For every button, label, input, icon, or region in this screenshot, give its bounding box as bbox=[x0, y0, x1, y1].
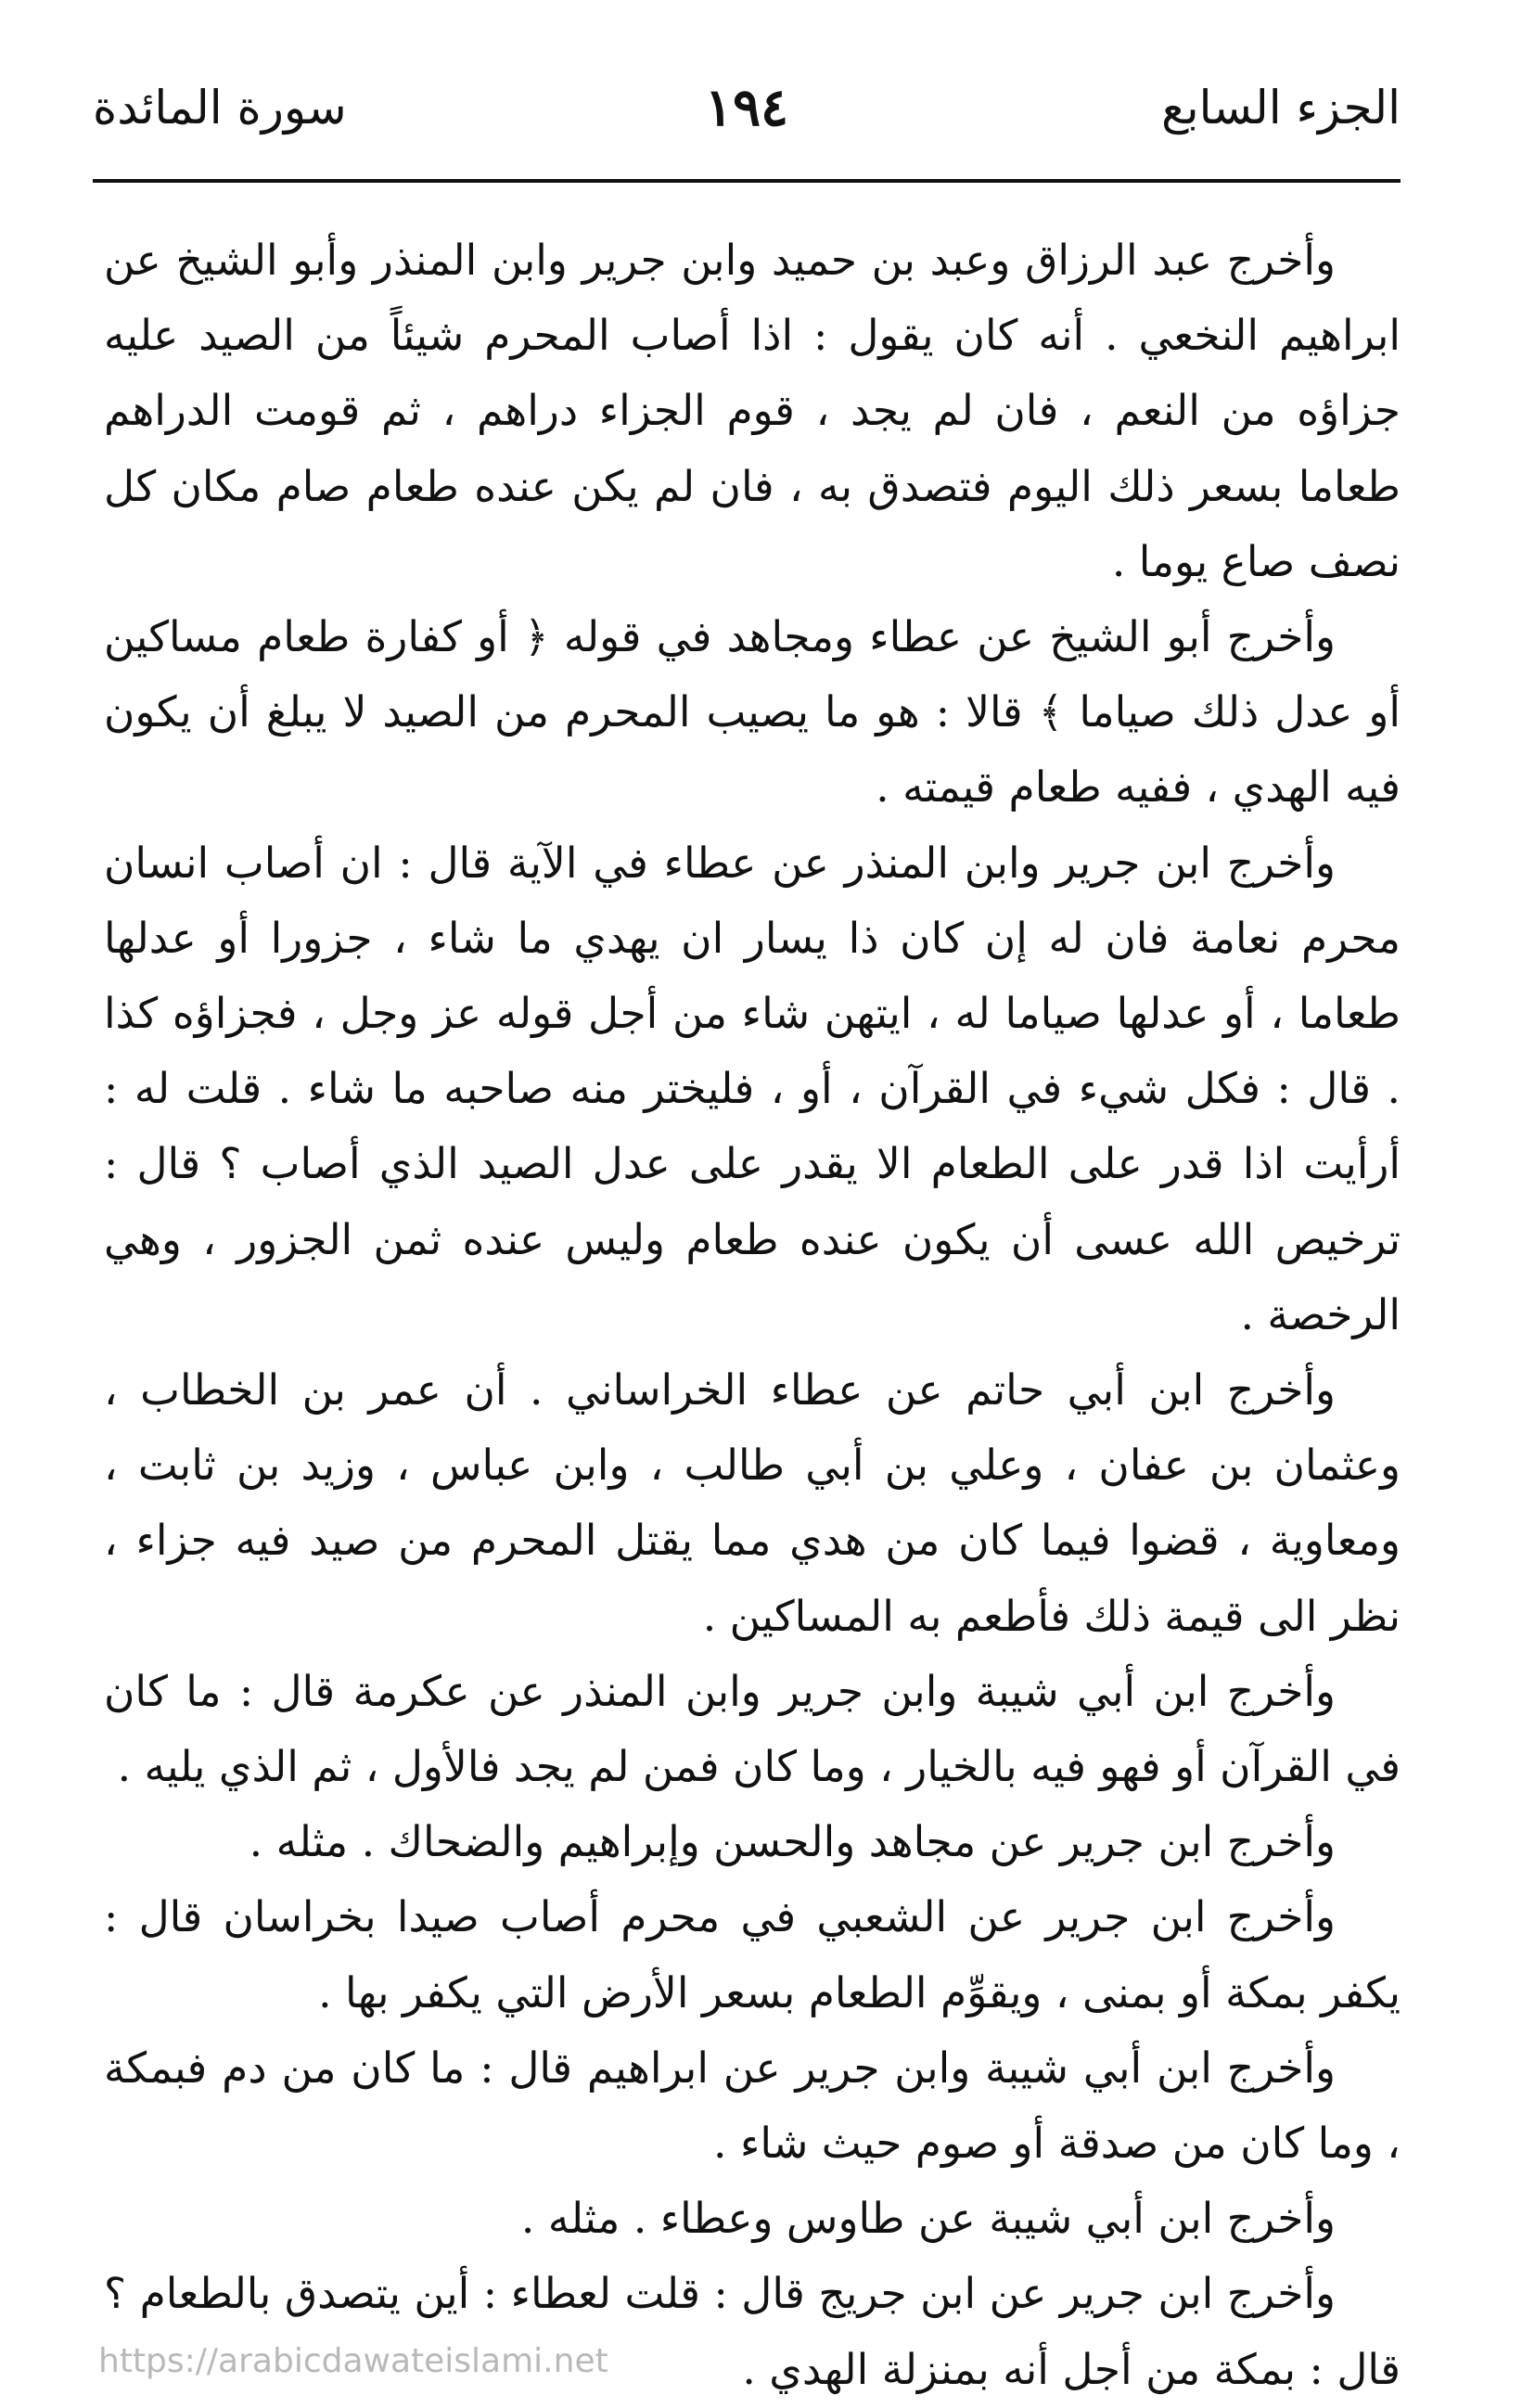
page-header bbox=[93, 70, 1401, 153]
paragraph: وأخرج ابن أبي شيبة وابن جرير وابن المنذر عن عكرمة قال : ما كان في القرآن أو فهو فيه بالخيار ، وما كان فمن لم يجد فالأول ، ثم الذي يليه . bbox=[104, 1666, 1401, 1792]
paragraph: وأخرج ابن جرير وابن المنذر عن عطاء في الآية قال : ان أصاب انسان محرم نعامة فان له إن كان ذا يسار ان يهدي ما شاء ، جزورا أو عدلها طعاما ، أو عدلها صياما له ، ايتهن شاء من أجل قوله عز وجل ، فجزاؤه كذا . قال : فكل شيء في القرآن ، أو ، فليختر منه صاحبه ما شاء . قلت له : أرأيت اذا قدر على الطعام الا يقدر على عدل الصيد الذي أصاب ؟ قال : ترخيص الله عسى أن يكون عنده طعام وليس عنده ثمن الجزور ، وهي الرخصة . bbox=[104, 838, 1401, 1339]
paragraph: وأخرج أبو الشيخ عن عطاء ومجاهد في قوله ﴿ أو كفارة طعام مساكين أو عدل ذلك صياما ﴾ قالا : هو ما يصيب المحرم من الصيد لا يبلغ أن يكون فيه الهدي ، ففيه طعام قيمته . bbox=[104, 612, 1401, 813]
paragraph: وأخرج ابن أبي شيبة وابن جرير عن ابراهيم قال : ما كان من دم فبمكة ، وما كان من صدقة أو صوم حيث شاء . bbox=[104, 2043, 1401, 2169]
juz-title: الجزء السابع bbox=[1161, 81, 1401, 134]
paragraph: وأخرج ابن جرير عن ابن جريج قال : قلت لعطاء : أين يتصدق بالطعام ؟ قال : بمكة من أجل أنه بمنزلة الهدي . bbox=[104, 2269, 1401, 2394]
page-number: ١٩٤ bbox=[704, 77, 789, 138]
paragraph: وأخرج ابن أبي حاتم عن عطاء الخراساني . أن عمر بن الخطاب ، وعثمان بن عفان ، وعلي بن أبي طالب ، وابن عباس ، وزيد بن ثابت ، ومعاوية ، قضوا فيما كان من هدي مما يقتل المحرم من صيد فيه جزاء ، نظر الى قيمة ذلك فأطعم به المساكين . bbox=[104, 1365, 1401, 1641]
surah-title: سورة المائدة bbox=[93, 81, 347, 134]
watermark-url: https://arabicdawateislami.net bbox=[98, 2342, 608, 2380]
paragraph: وأخرج ابن جرير عن مجاهد والحسن وإبراهيم والضحاك . مثله . bbox=[249, 1817, 1336, 1867]
paragraph: وأخرج ابن أبي شيبة عن طاوس وعطاء . مثله . bbox=[520, 2194, 1336, 2244]
header-rule bbox=[93, 179, 1401, 183]
paragraph: وأخرج ابن جرير عن الشعبي في محرم أصاب صيدا بخراسان قال : يكفر بمكة أو بمنى ، ويقوِّم الطعام بسعر الأرض التي يكفر بها . bbox=[104, 1892, 1401, 2017]
page-body bbox=[104, 223, 1401, 2407]
paragraph: وأخرج عبد الرزاق وعبد بن حميد وابن جرير وابن المنذر وأبو الشيخ عن ابراهيم النخعي . أنه كان يقول : اذا أصاب المحرم شيئاً من الصيد عليه جزاؤه من النعم ، فان لم يجد ، قوم الجزاء دراهم ، ثم قومت الدراهم طعاما بسعر ذلك اليوم فتصدق به ، فان لم يكن عنده طعام صام مكان كل نصف صاع يوما . bbox=[104, 236, 1401, 586]
